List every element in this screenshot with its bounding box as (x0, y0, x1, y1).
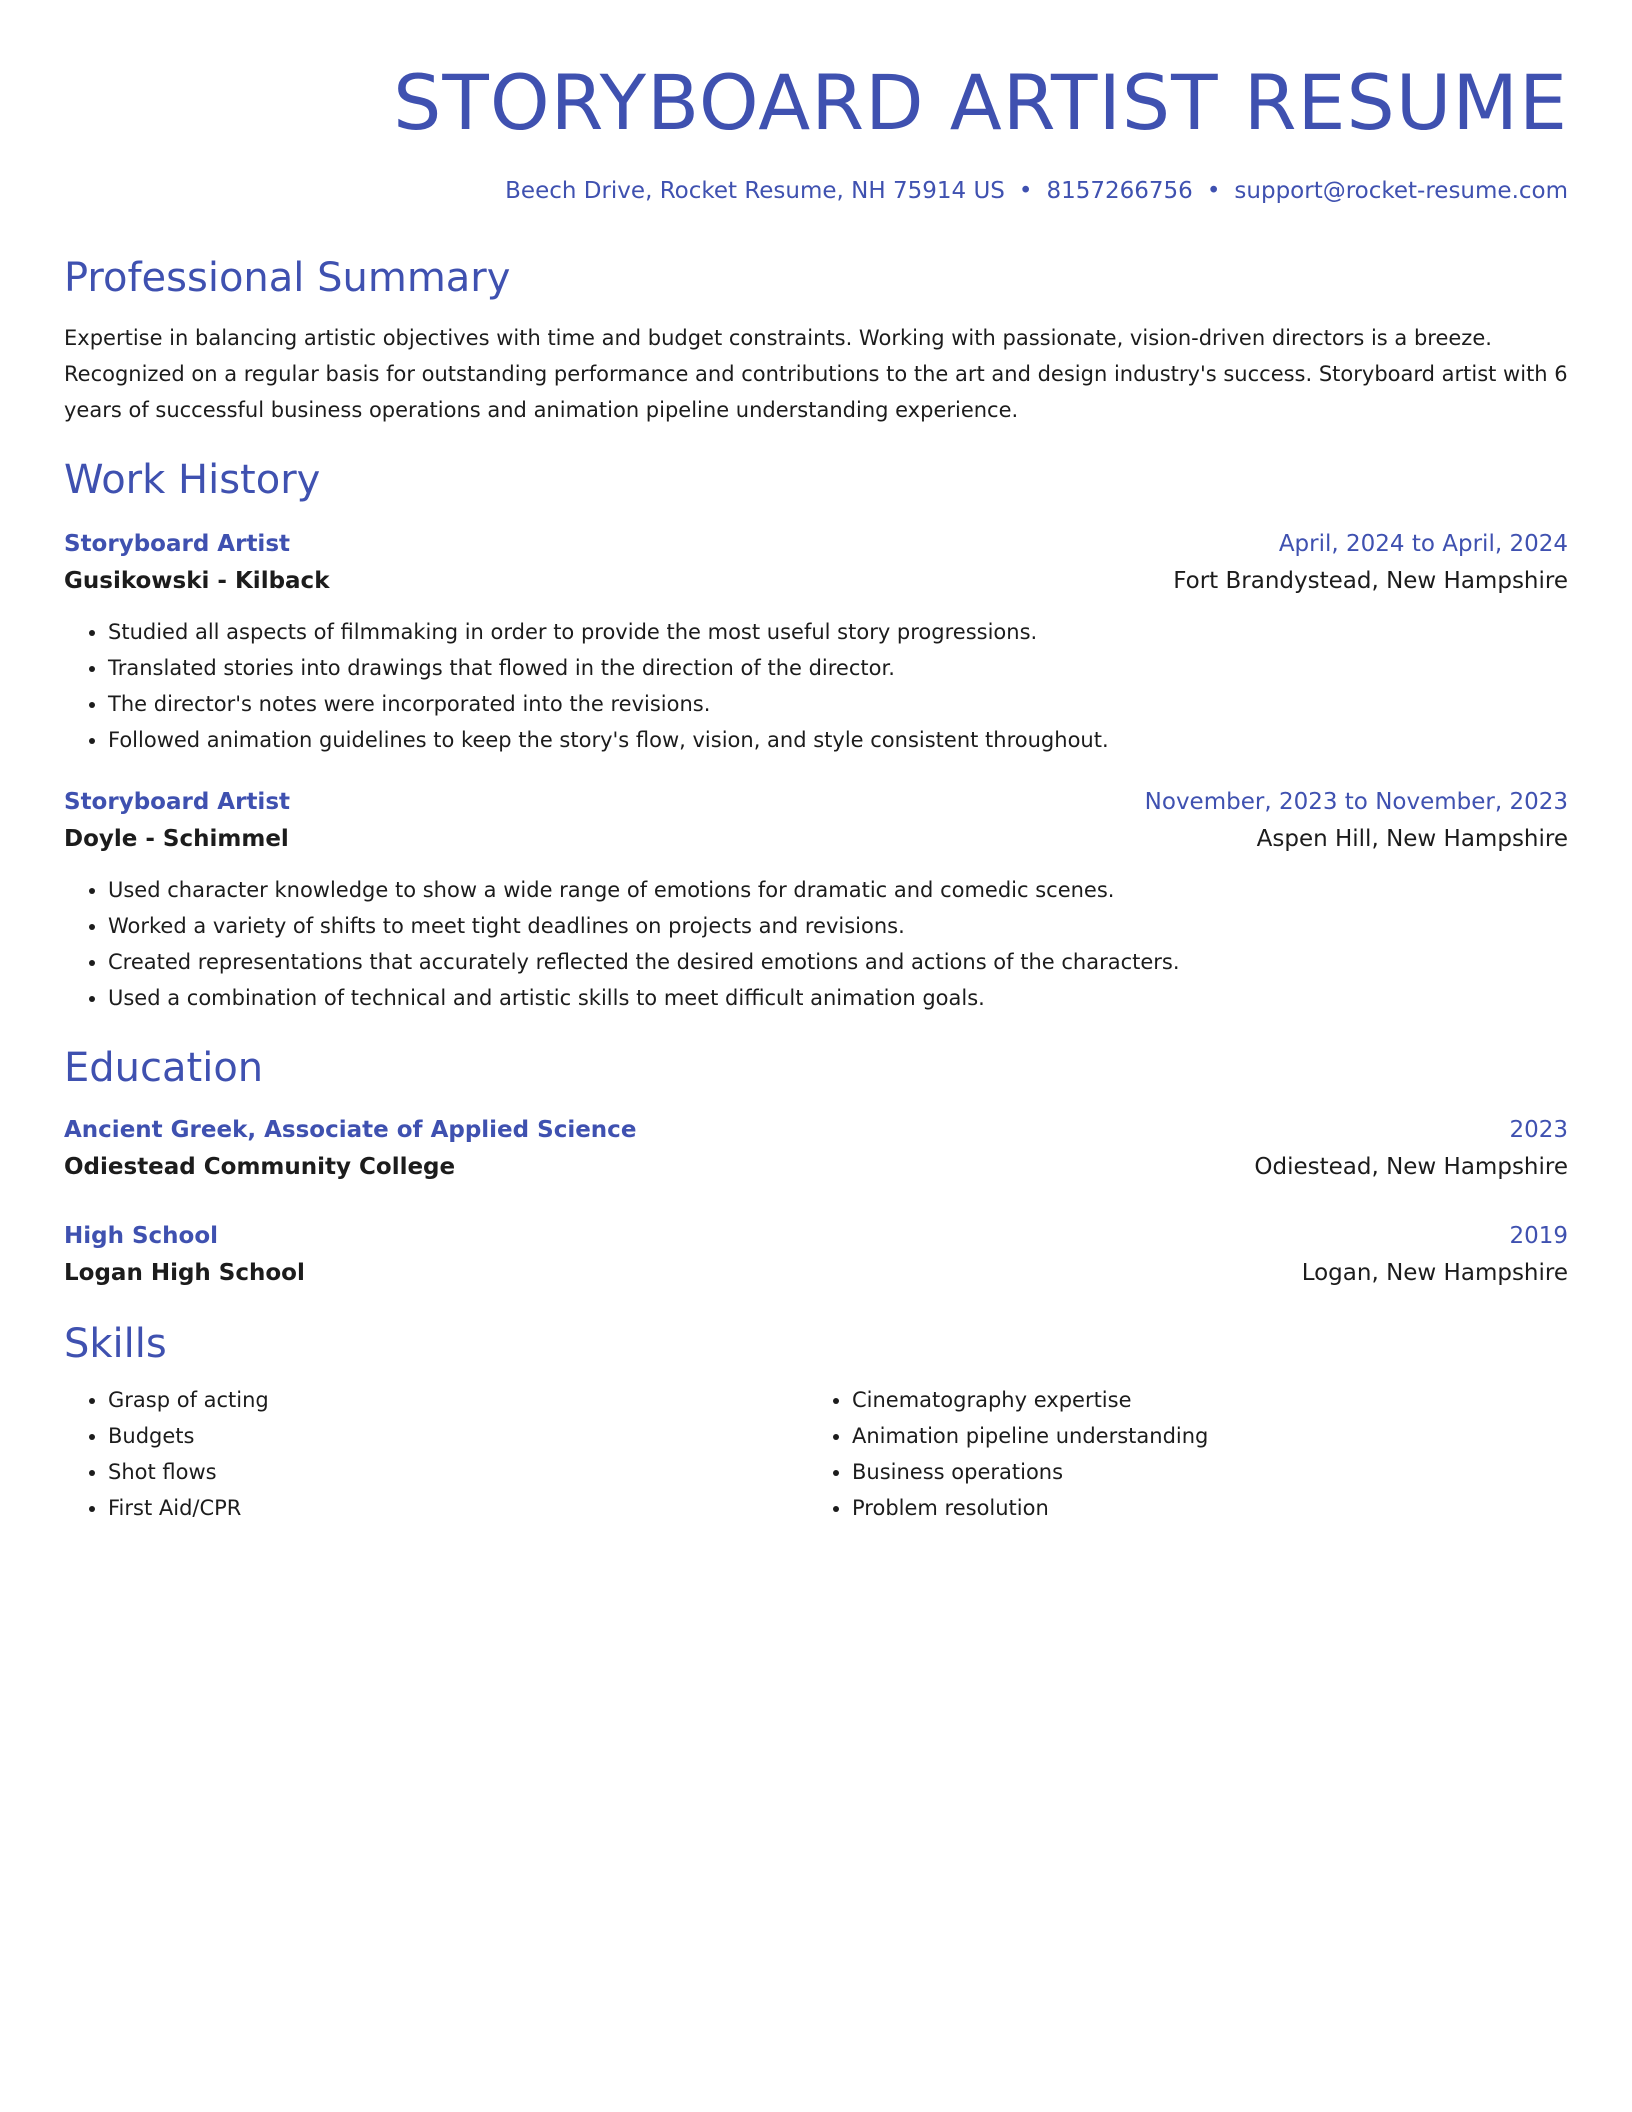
resume-page (64, 0, 1568, 1526)
job-bullet: • Studied all aspects of filmmaking in order to provide the most useful story progressions. (108, 614, 1568, 650)
separator-dot: • (1018, 178, 1033, 204)
job-bullet: • Worked a variety of shifts to meet tight deadlines on projects and revisions. (108, 908, 1568, 944)
education-location: Odiestead, New Hampshire (1254, 1154, 1568, 1180)
address: Beech Drive, Rocket Resume, NH 75914 US (505, 178, 1005, 204)
skills-list-left (64, 1382, 808, 1526)
skill-item: • Shot flows (108, 1454, 808, 1490)
job-subheader (64, 562, 1568, 600)
education-header (64, 1218, 1568, 1254)
education-degree: High School (64, 1223, 219, 1249)
job-bullet: • Used a combination of technical and artistic skills to meet difficult animation goals. (108, 980, 1568, 1016)
education-header (64, 1112, 1568, 1148)
education-entry (64, 1112, 1568, 1186)
phone: 8157266756 (1046, 178, 1193, 204)
education-heading: Education (64, 1045, 264, 1091)
job-dates: April, 2024 to April, 2024 (1278, 531, 1568, 557)
summary-text: Expertise in balancing artistic objectives with time and budget constraints. Working with passionate, vision-driven directors is a breeze. Recognized on a regular basis for outstanding performance and contributions to the art and design industry's success. Storyboard artist with 6 years of successful business operations and animation pipeline understanding experience. (64, 326, 1568, 422)
skills-heading: Skills (64, 1321, 167, 1367)
skill-item: • First Aid/CPR (108, 1490, 808, 1526)
job-bullets (64, 872, 1568, 1016)
job-bullet: • Created representations that accurately reflected the desired emotions and actions of the characters. (108, 944, 1568, 980)
education-year: 2023 (1509, 1117, 1568, 1143)
skill-item: • Cinematography expertise (852, 1382, 1552, 1418)
skill-item: • Grasp of acting (108, 1382, 808, 1418)
education-school: Logan High School (64, 1260, 305, 1286)
summary-heading: Professional Summary (64, 255, 511, 301)
skills-grid (64, 1382, 1568, 1526)
job-subheader (64, 820, 1568, 858)
job-header (64, 784, 1568, 820)
job-bullets (64, 614, 1568, 758)
email-link[interactable]: support@rocket-resume.com (1234, 178, 1568, 204)
job-bullet: • Translated stories into drawings that flowed in the direction of the director. (108, 650, 1568, 686)
skill-item: • Budgets (108, 1418, 808, 1454)
skills-list-right (808, 1382, 1552, 1526)
education-school: Odiestead Community College (64, 1154, 456, 1180)
job-company: Gusikowski - Kilback (64, 568, 330, 594)
skill-item: • Animation pipeline understanding (852, 1418, 1552, 1454)
separator-dot: • (1206, 178, 1221, 204)
job-dates: November, 2023 to November, 2023 (1144, 789, 1568, 815)
resume-title: STORYBOARD ARTIST RESUME (393, 58, 1568, 147)
job-role: Storyboard Artist (64, 531, 291, 557)
job-bullet: • Followed animation guidelines to keep the story's flow, vision, and style consistent throughout. (108, 722, 1568, 758)
job-location: Fort Brandystead, New Hampshire (1173, 568, 1568, 594)
education-location: Logan, New Hampshire (1301, 1260, 1568, 1286)
education-year: 2019 (1509, 1223, 1568, 1249)
skill-item: • Business operations (852, 1454, 1552, 1490)
work-history-heading: Work History (64, 457, 321, 503)
education-subheader (64, 1254, 1568, 1292)
education-subheader (64, 1148, 1568, 1186)
job-header (64, 526, 1568, 562)
job-entry (64, 784, 1568, 1016)
job-location: Aspen Hill, New Hampshire (1256, 826, 1568, 852)
job-company: Doyle - Schimmel (64, 826, 289, 852)
job-entry (64, 526, 1568, 758)
education-degree: Ancient Greek, Associate of Applied Science (64, 1117, 637, 1143)
contact-line (64, 176, 1568, 206)
job-bullet: • Used character knowledge to show a wide range of emotions for dramatic and comedic scenes. (108, 872, 1568, 908)
job-role: Storyboard Artist (64, 789, 291, 815)
education-entry (64, 1218, 1568, 1292)
skill-item: • Problem resolution (852, 1490, 1552, 1526)
job-bullet: • The director's notes were incorporated into the revisions. (108, 686, 1568, 722)
